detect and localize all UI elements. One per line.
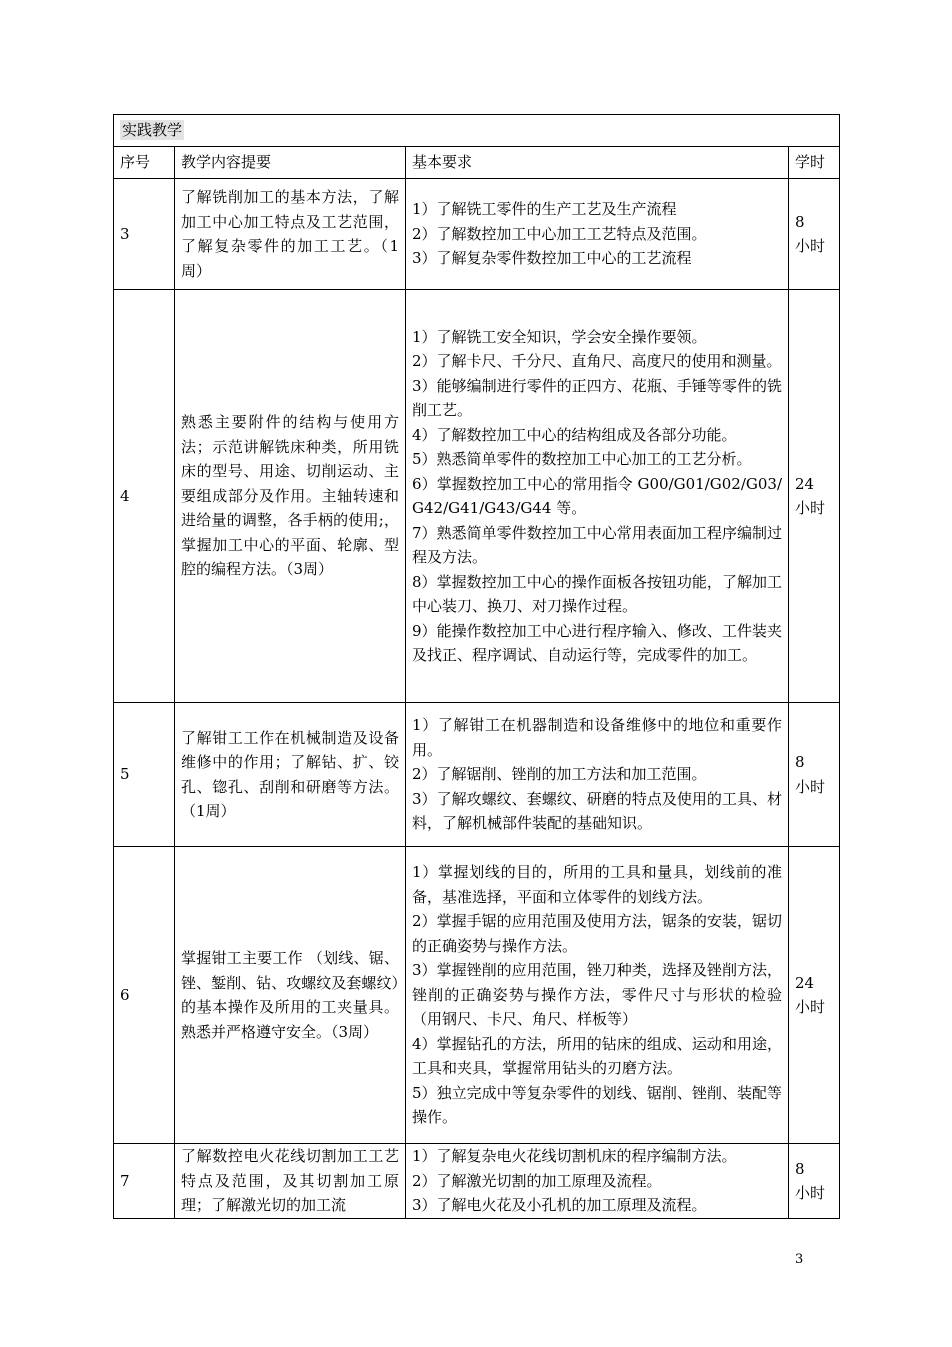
cell-requirements bbox=[406, 703, 789, 847]
cell-content: 了解钳工工作在机械制造及设备维修中的作用；了解钻、扩、铰孔、锪孔、刮削和研磨等方法。（1周） bbox=[175, 703, 406, 847]
cell-hours bbox=[789, 847, 840, 1144]
hours-number: 8 bbox=[795, 753, 805, 771]
teaching-table bbox=[113, 114, 840, 1219]
cell-content: 掌握钳工主要工作 （划线、锯、锉、錾削、钻、攻螺纹及套螺纹）的基本操作及所用的工夹量具。熟悉并严格遵守安全。（3周） bbox=[175, 847, 406, 1144]
cell-requirements bbox=[406, 1144, 789, 1219]
cell-hours bbox=[789, 1144, 840, 1219]
requirement-item: 3）了解电火花及小孔机的加工原理及流程。 bbox=[412, 1196, 707, 1215]
cell-content: 了解数控电火花线切割加工工艺特点及范围，及其切割加工原理；了解激光切的加工流 bbox=[175, 1144, 406, 1219]
hours-unit: 小时 bbox=[795, 998, 826, 1016]
cell-seq: 3 bbox=[114, 179, 175, 290]
requirement-item: 4）了解数控加工中心的结构组成及各部分功能。 bbox=[412, 425, 737, 444]
section-title: 实践教学 bbox=[122, 121, 183, 140]
requirement-item: 2）了解数控加工中心加工工艺特点及范围。 bbox=[412, 224, 707, 243]
requirement-item: 5）熟悉简单零件的数控加工中心加工的工艺分析。 bbox=[412, 450, 752, 468]
requirement-item: 2）了解卡尺、千分尺、直角尺、高度尺的使用和测量。 bbox=[412, 352, 782, 370]
header-requirements: 基本要求 bbox=[406, 147, 789, 179]
requirement-item: 1）了解铣工安全知识，学会安全操作要领。 bbox=[412, 327, 707, 346]
table-row bbox=[114, 179, 840, 290]
cell-hours bbox=[789, 703, 840, 847]
hours-number: 24 bbox=[795, 973, 815, 992]
cell-seq: 7 bbox=[114, 1144, 175, 1219]
requirement-item: 8）掌握数控加工中心的操作面板各按钮功能，了解加工中心装刀、换刀、对刀操作过程。 bbox=[412, 572, 782, 615]
requirement-item: 3）了解复杂零件数控加工中心的工艺流程 bbox=[412, 249, 692, 268]
cell-content: 了解铣削加工的基本方法，了解加工中心加工特点及工艺范围，了解复杂零件的加工工艺。（1周） bbox=[175, 179, 406, 290]
requirement-item: 1）了解铣工零件的生产工艺及生产流程 bbox=[412, 200, 677, 219]
table-row bbox=[114, 847, 840, 1144]
cell-hours bbox=[789, 179, 840, 290]
requirement-item: 2）掌握手锯的应用范围及使用方法，锯条的安装，锯切的正确姿势与操作方法。 bbox=[412, 912, 782, 955]
requirement-item: 9）能操作数控加工中心进行程序输入、修改、工件装夹及找正、程序调试、自动运行等，完成零件的加工。 bbox=[412, 621, 782, 664]
cell-seq: 5 bbox=[114, 703, 175, 847]
hours-unit: 小时 bbox=[795, 499, 826, 517]
requirement-item: 3）掌握锉削的应用范围，锉刀种类，选择及锉削方法，锉削的正确姿势与操作方法，零件尺寸与形状的检验（用钢尺、卡尺、角尺、样板等） bbox=[412, 961, 782, 1029]
requirement-item: 6）掌握数控加工中心的常用指令 G00/G01/G02/G03/ G42/G41/G43/G44 等。 bbox=[412, 474, 782, 517]
requirement-item: 2）了解锯削、锉削的加工方法和加工范围。 bbox=[412, 765, 707, 784]
hours-unit: 小时 bbox=[795, 237, 826, 255]
cell-requirements bbox=[406, 290, 789, 703]
cell-seq: 4 bbox=[114, 290, 175, 703]
section-row bbox=[114, 115, 840, 147]
page-number: 3 bbox=[795, 1252, 804, 1267]
cell-requirements bbox=[406, 179, 789, 290]
hours-number: 24 bbox=[795, 474, 815, 493]
table-row bbox=[114, 703, 840, 847]
table-row bbox=[114, 1144, 840, 1219]
requirement-item: 1）了解复杂电火花线切割机床的程序编制方法。 bbox=[412, 1147, 737, 1166]
cell-hours bbox=[789, 290, 840, 703]
table-row bbox=[114, 290, 840, 703]
hours-unit: 小时 bbox=[795, 1184, 826, 1202]
requirement-item: 3）能够编制进行零件的正四方、花瓶、手锤等零件的铣削工艺。 bbox=[412, 376, 782, 419]
requirement-item: 5）独立完成中等复杂零件的划线、锯削、锉削、装配等操作。 bbox=[412, 1083, 782, 1127]
hours-number: 8 bbox=[795, 212, 805, 231]
header-hours: 学时 bbox=[789, 147, 840, 179]
section-cell bbox=[114, 115, 840, 147]
header-seq: 序号 bbox=[114, 147, 175, 179]
cell-requirements bbox=[406, 847, 789, 1144]
requirement-item: 1）掌握划线的目的，所用的工具和量具，划线前的准备，基准选择，平面和立体零件的划线方法。 bbox=[412, 863, 782, 906]
requirement-item: 4）掌握钻孔的方法，所用的钻床的组成、运动和用途，工具和夹具，掌握常用钻头的刃磨方法。 bbox=[412, 1034, 782, 1078]
requirement-item: 2）了解激光切割的加工原理及流程。 bbox=[412, 1171, 662, 1190]
requirement-item: 3）了解攻螺纹、套螺纹、研磨的特点及使用的工具、材料，了解机械部件装配的基础知识。 bbox=[412, 789, 782, 833]
requirement-item: 7）熟悉简单零件数控加工中心常用表面加工程序编制过程及方法。 bbox=[412, 523, 782, 566]
cell-seq: 6 bbox=[114, 847, 175, 1144]
hours-number: 8 bbox=[795, 1159, 805, 1178]
hours-unit: 小时 bbox=[795, 777, 826, 796]
header-row bbox=[114, 147, 840, 179]
header-content: 教学内容提要 bbox=[175, 147, 406, 179]
requirement-item: 1）了解钳工在机器制造和设备维修中的地位和重要作用。 bbox=[412, 716, 782, 759]
cell-content: 熟悉主要附件的结构与使用方法；示范讲解铣床种类，所用铣床的型号、用途、切削运动、主要组成部分及作用。主轴转速和进给量的调整，各手柄的使用;，掌握加工中心的平面、轮廓、型腔的编程方法。（3周） bbox=[175, 290, 406, 703]
